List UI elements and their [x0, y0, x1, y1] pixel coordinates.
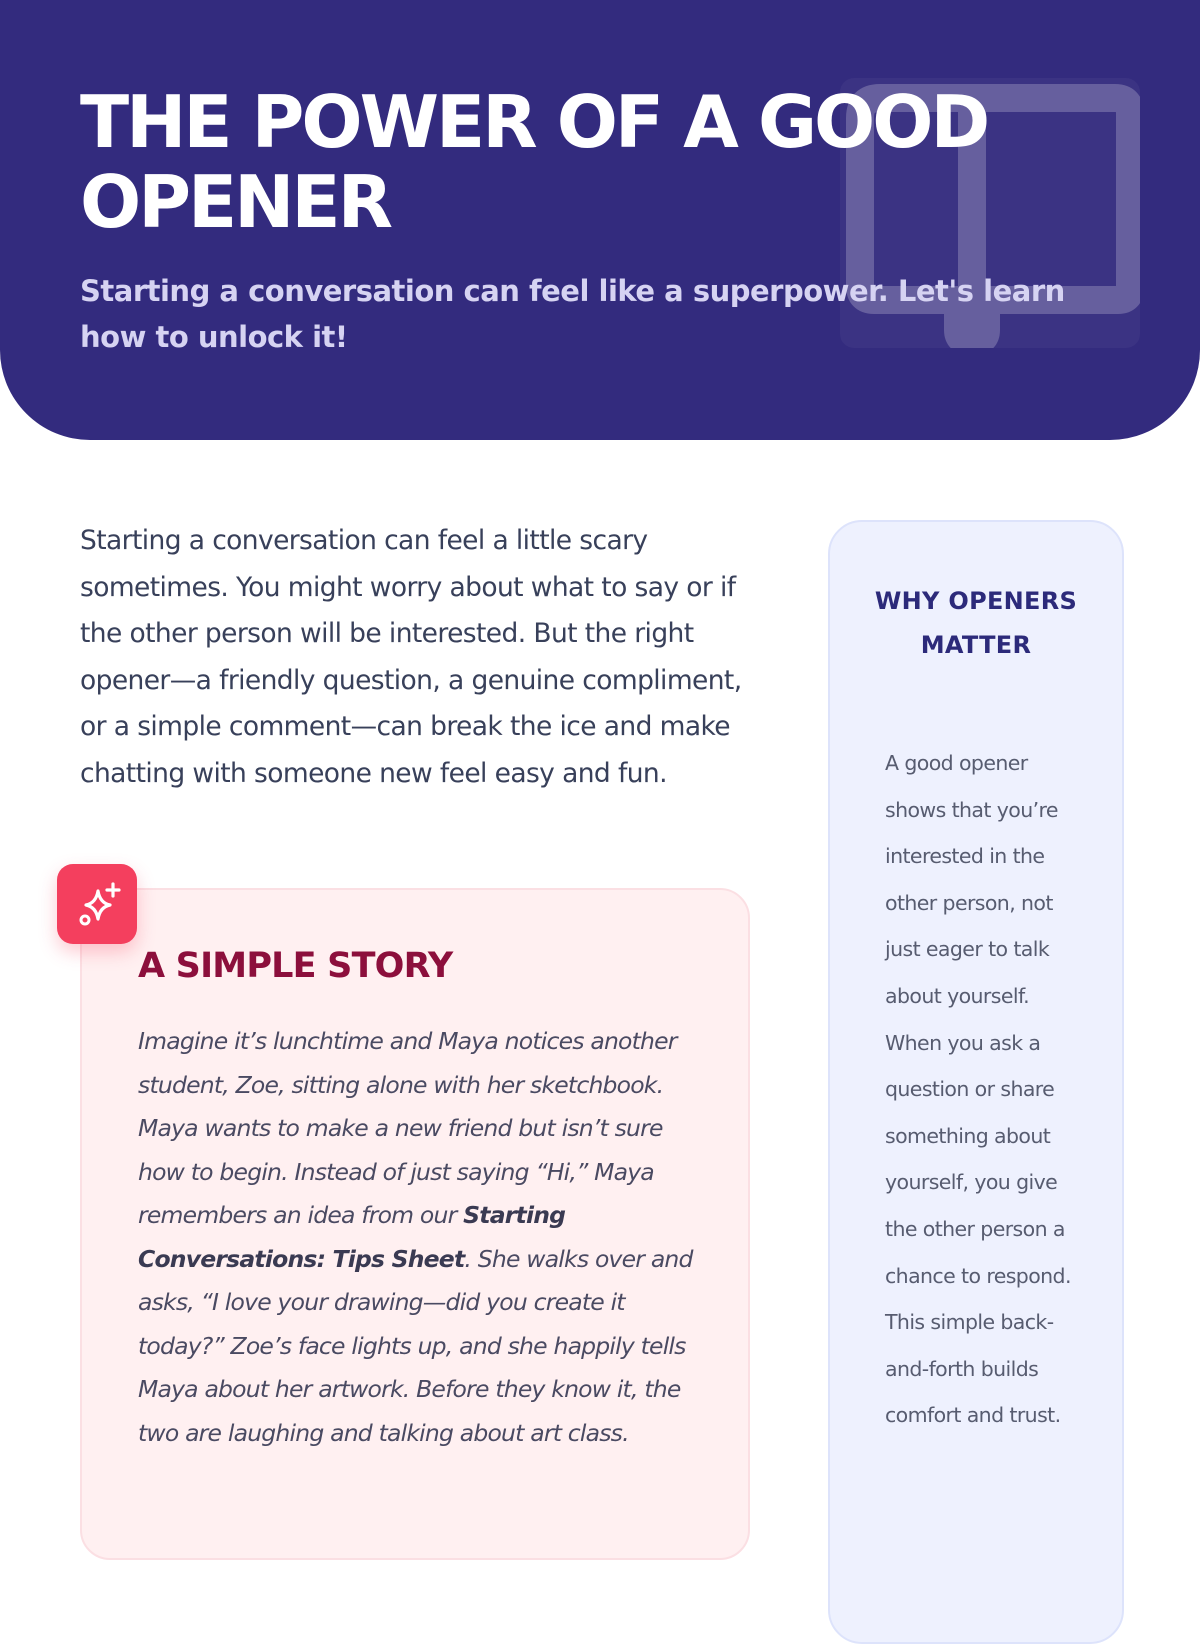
page-title: THE POWER OF A GOOD OPENER [80, 80, 988, 244]
sidebar-body: A good opener shows that you’re interested in the other person, not just eager to talk about yourself. When you ask a question or share something about yourself, you give the other person a chance to respond. This simple back-and-forth builds comfort and trust. [885, 751, 1071, 1428]
story-text-end: . She walks over and asks, “I love your drawing—did you create it today?” Zoe’s face lights up, and she happily tells Maya about her artwork. Before they know it, the two are laughing and talking about art class. [138, 1244, 693, 1447]
intro-paragraph: Starting a conversation can feel a little scary sometimes. You might worry about what to say or if the other person will be interested. But the right opener—a friendly question, a genuine compliment, or a simple comment—can break the ice and make chatting with someone new feel easy and fun. [80, 525, 742, 789]
sidebar-title: WHY OPENERS MATTER [874, 587, 1078, 659]
story-text-start: Imagine it’s lunchtime and Maya notices another student, Zoe, sitting alone with her sketchbook. Maya wants to make a new friend but isn’t sure how to begin. Instead of just saying “Hi,” Maya remembers an idea from our [138, 1027, 677, 1229]
story-body [138, 1020, 698, 1455]
sparkles-icon [57, 864, 137, 944]
sparkles-icon-badge [57, 864, 137, 944]
tips-sheet-reference: Starting Conversations: Tips Sheet [138, 1201, 566, 1273]
page-subtitle: Starting a conversation can feel like a superpower. Let's learn how to unlock it! [80, 274, 1065, 354]
sidebar-card [828, 520, 1124, 1644]
hero-banner [0, 0, 1200, 440]
story-title: A SIMPLE STORY [138, 946, 453, 986]
story-card [80, 888, 750, 1560]
